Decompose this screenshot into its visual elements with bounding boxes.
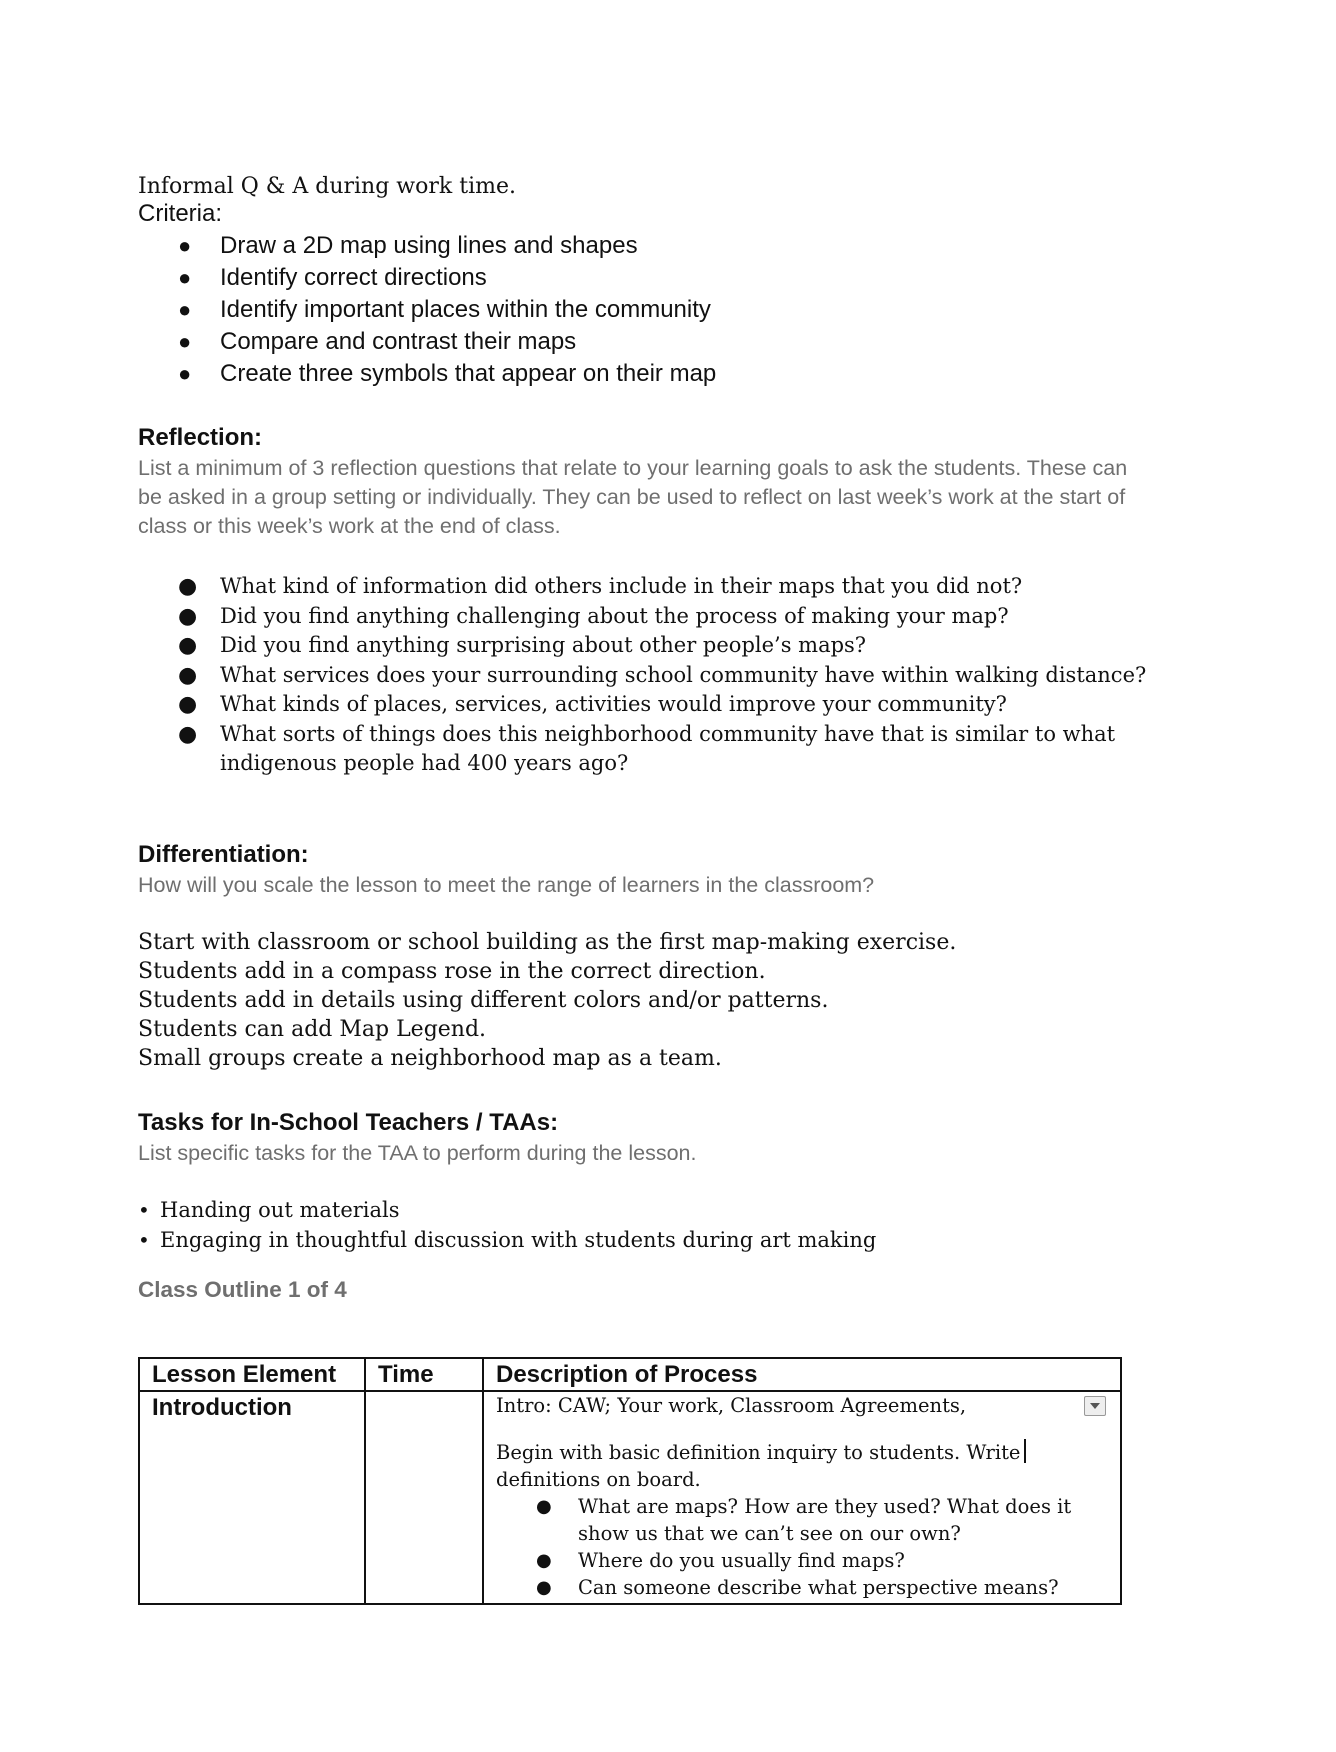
- lesson-table: [138, 1357, 1122, 1605]
- text-line: Students can add Map Legend.: [138, 1017, 487, 1042]
- table-header-row: [139, 1358, 1121, 1391]
- bullet-icon: ●: [178, 297, 192, 322]
- criteria-label: Criteria:: [138, 200, 223, 227]
- bullet-icon: ●: [178, 603, 198, 629]
- list-item: • Handing out materials: [138, 1196, 1138, 1226]
- bullet-icon: ●: [536, 1577, 552, 1598]
- bullet-icon: ●: [178, 633, 198, 658]
- list-item: ● What kind of information did others include in their maps that you did not?: [138, 572, 1228, 602]
- header-time: Time: [365, 1358, 483, 1391]
- text-line: Students add in a compass rose in the correct direction.: [138, 959, 766, 984]
- list-item: ● Identify correct directions: [138, 262, 1138, 294]
- bullet-icon: ●: [178, 233, 192, 258]
- tasks-list: [138, 1196, 1138, 1255]
- inquiry-questions: [496, 1493, 1108, 1601]
- list-item: ● Identify important places within the community: [138, 294, 1138, 326]
- table-row: [139, 1391, 1121, 1604]
- intro-line: Intro: CAW; Your work, Classroom Agreements,: [496, 1394, 967, 1417]
- list-item: ● Compare and contrast their maps: [138, 326, 1138, 358]
- list-item: ● Draw a 2D map using lines and shapes: [138, 230, 1138, 262]
- bullet-icon: ●: [178, 721, 198, 747]
- assessment-line: Informal Q & A during work time.: [138, 174, 516, 199]
- reflection-prompt: List a minimum of 3 reflection questions that relate to your learning goals to ask the students. These can be asked in a group setting or individually. They can be used to reflect on last week’s work at the start of class or this week’s work at the end of class.: [138, 456, 1128, 538]
- bullet-icon: ●: [536, 1550, 552, 1571]
- text-line: Small groups create a neighborhood map as a team.: [138, 1046, 722, 1071]
- cell-lesson-element: Introduction: [139, 1391, 365, 1604]
- criteria-list: [138, 230, 1138, 390]
- list-item: • Engaging in thoughtful discussion with students during art making: [138, 1226, 1138, 1256]
- bullet-icon: •: [138, 1227, 150, 1252]
- bullet-icon: ●: [178, 574, 198, 599]
- list-item: ● Where do you usually find maps?: [536, 1549, 905, 1572]
- list-item: ● Did you find anything challenging about the process of making your map?: [138, 602, 1228, 632]
- list-item: ● Can someone describe what perspective means?: [536, 1576, 1059, 1599]
- bullet-icon: ●: [178, 692, 198, 717]
- class-outline-title: Class Outline 1 of 4: [138, 1277, 347, 1302]
- text-cursor: [1024, 1439, 1026, 1463]
- list-item: ● Did you find anything surprising about other people’s maps?: [138, 631, 1228, 661]
- reflection-questions: [138, 572, 1228, 779]
- bullet-icon: ●: [178, 265, 192, 290]
- bullet-icon: ●: [178, 361, 192, 386]
- bullet-icon: ●: [536, 1496, 552, 1517]
- tasks-heading: Tasks for In-School Teachers / TAAs:: [138, 1109, 559, 1136]
- begin-line: Begin with basic definition inquiry to students. Write: [496, 1439, 1108, 1466]
- list-item: ● Create three symbols that appear on their map: [138, 358, 1138, 390]
- reflection-heading: Reflection:: [138, 424, 263, 451]
- bullet-icon: •: [138, 1198, 150, 1222]
- bullet-icon: ●: [178, 662, 198, 688]
- bullet-icon: ●: [178, 329, 192, 354]
- list-item: ● What are maps? How are they used? What does it show us that we can’t see on our own?: [536, 1495, 1072, 1545]
- list-item: ● What services does your surrounding school community have within walking distance?: [138, 661, 1228, 691]
- differentiation-heading: Differentiation:: [138, 841, 309, 868]
- cell-time[interactable]: [365, 1391, 483, 1604]
- text-line: Start with classroom or school building as the first map-making exercise.: [138, 930, 957, 955]
- header-description: Description of Process: [483, 1358, 1121, 1391]
- cell-description[interactable]: [483, 1391, 1121, 1604]
- text-line: Students add in details using different colors and/or patterns.: [138, 988, 829, 1013]
- dropdown-arrow-icon[interactable]: [1084, 1396, 1106, 1416]
- list-item: ● What kinds of places, services, activities would improve your community?: [138, 690, 1228, 720]
- differentiation-lines: [138, 928, 1138, 1073]
- differentiation-prompt: How will you scale the lesson to meet the range of learners in the classroom?: [138, 873, 875, 897]
- tasks-prompt: List specific tasks for the TAA to perform during the lesson.: [138, 1141, 697, 1165]
- begin-line-2: definitions on board.: [496, 1468, 701, 1491]
- header-lesson-element: Lesson Element: [139, 1358, 365, 1391]
- list-item: ● What sorts of things does this neighborhood community have that is similar to what indigenous people had 400 years ago?: [178, 721, 1116, 775]
